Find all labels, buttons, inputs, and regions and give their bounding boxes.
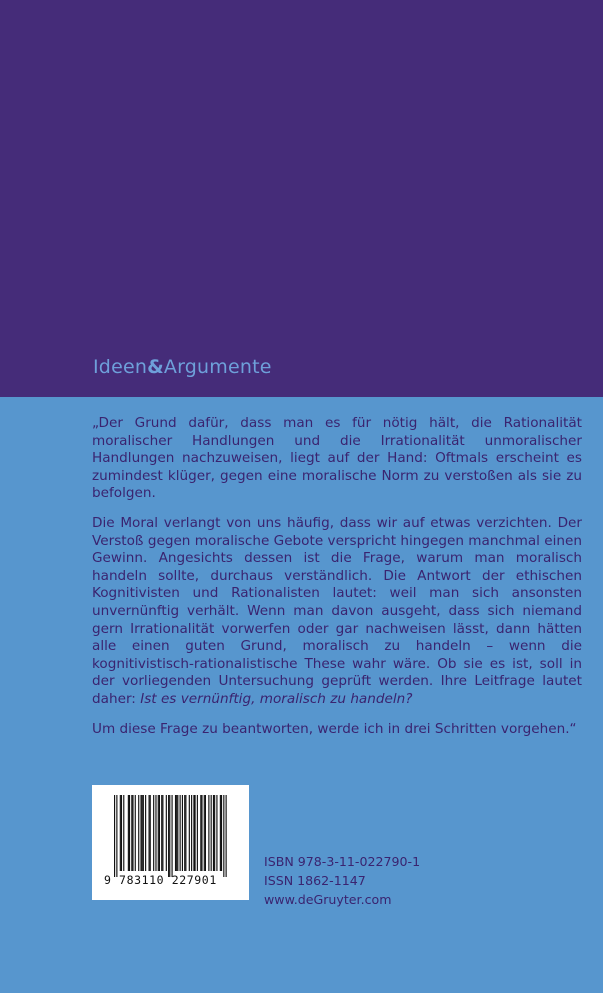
barcode-bar	[184, 795, 185, 871]
barcode-bar	[168, 795, 169, 877]
barcode-bar	[149, 795, 150, 871]
barcode-bar	[150, 795, 151, 871]
barcode-bar	[159, 795, 160, 871]
barcode-bar	[128, 795, 129, 871]
barcode-bar	[132, 795, 133, 871]
barcode-bar	[143, 795, 144, 871]
barcode-bar	[220, 795, 221, 871]
barcode-bar	[162, 795, 163, 871]
barcode-bar	[180, 795, 181, 871]
barcode-bar	[226, 795, 227, 877]
cover-top-band	[0, 0, 603, 397]
blurb-guiding-question: Ist es vernünftig, moralisch zu handeln?	[140, 690, 413, 707]
barcode-bar	[208, 795, 209, 871]
back-cover-blurb	[92, 415, 582, 750]
barcode-bar	[161, 795, 162, 871]
barcode-bar	[155, 795, 156, 871]
barcode-bar	[153, 795, 154, 871]
series-title	[93, 356, 272, 378]
series-title-suffix: Argumente	[163, 356, 272, 378]
barcode-bar	[116, 795, 117, 877]
barcode-bar	[193, 795, 194, 871]
barcode-bar	[223, 795, 224, 877]
barcode-bar	[189, 795, 190, 871]
barcode-bar	[129, 795, 130, 871]
barcode-bar	[200, 795, 201, 871]
barcode-bar	[204, 795, 205, 871]
barcode-bar	[138, 795, 139, 871]
barcode-bar	[172, 795, 173, 877]
imprint	[264, 852, 420, 909]
barcode-bar	[166, 795, 167, 871]
barcode-bar	[177, 795, 178, 871]
barcode-bar	[191, 795, 192, 871]
barcode-digits: 9 783110 227901	[104, 873, 217, 887]
barcode-bar	[211, 795, 212, 871]
barcode-bar	[221, 795, 222, 871]
barcode-bar	[114, 795, 115, 877]
issn-line: ISSN 1862-1147	[264, 873, 366, 888]
barcode-bar	[131, 795, 132, 871]
barcode-bar	[201, 795, 202, 871]
series-title-prefix: Ideen	[93, 356, 148, 378]
barcode-bar	[121, 795, 122, 871]
publisher-website: www.deGruyter.com	[264, 892, 392, 907]
barcode-bar	[197, 795, 198, 871]
barcode-bar	[145, 795, 146, 871]
series-title-ampersand: &	[147, 356, 164, 378]
barcode-bar	[216, 795, 217, 871]
barcode-bar	[214, 795, 215, 871]
barcode-bar	[213, 795, 214, 871]
barcode-bar	[140, 795, 141, 871]
blurb-paragraph-2-text: Die Moral verlangt von uns häufig, dass wir auf etwas verzichten. Der Verstoß gegen moralische Gebote verspricht hingegen manchmal einen Gewinn. Angesichts dessen ist die Frage, warum man moralisch handeln sollte, durchaus verständlich. Die Antwort der ethischen Kognitivisten und Rationalisten lautet: weil man sich ansonsten unvernünftig verhält. Wenn man davon ausgeht, dass sich niemand gern Irrationalität vorwerfen oder gar nachweisen lässt, dann hätten alle einen guten Grund, moralisch zu handeln – wenn die kognitivistisch-rationalistische These wahr wäre. Ob sie es ist, soll in der vorliegenden Untersuchung geprüft werden. Ihre Leitfrage lautet daher:	[92, 514, 582, 707]
barcode-bar	[182, 795, 183, 871]
barcode	[92, 785, 249, 900]
barcode-bar	[135, 795, 136, 871]
blurb-paragraph-2	[92, 515, 582, 709]
blurb-paragraph-3: Um diese Frage zu beantworten, werde ich in drei Schritten vorgehen.“	[92, 720, 577, 737]
barcode-bar	[142, 795, 143, 871]
barcode-bar	[185, 795, 186, 871]
barcode-bar	[205, 795, 206, 871]
barcode-bar	[195, 795, 196, 871]
barcode-bar	[169, 795, 170, 877]
barcode-bar	[123, 795, 124, 871]
isbn-line: ISBN 978-3-11-022790-1	[264, 854, 421, 869]
barcode-bar	[158, 795, 159, 871]
blurb-paragraph-1: „Der Grund dafür, dass man es für nötig hält, die Rationalität moralischer Handlungen und die Irrationalität unmoralischer Handlungen nachzuweisen, liegt auf der Hand: Oftmals erscheint es zumindest klüger, gegen eine moralische Norm zu verstoßen als sie zu befolgen.	[92, 415, 582, 502]
barcode-bar	[175, 795, 176, 871]
barcode-bar	[176, 795, 177, 871]
barcode-bar	[120, 795, 121, 871]
